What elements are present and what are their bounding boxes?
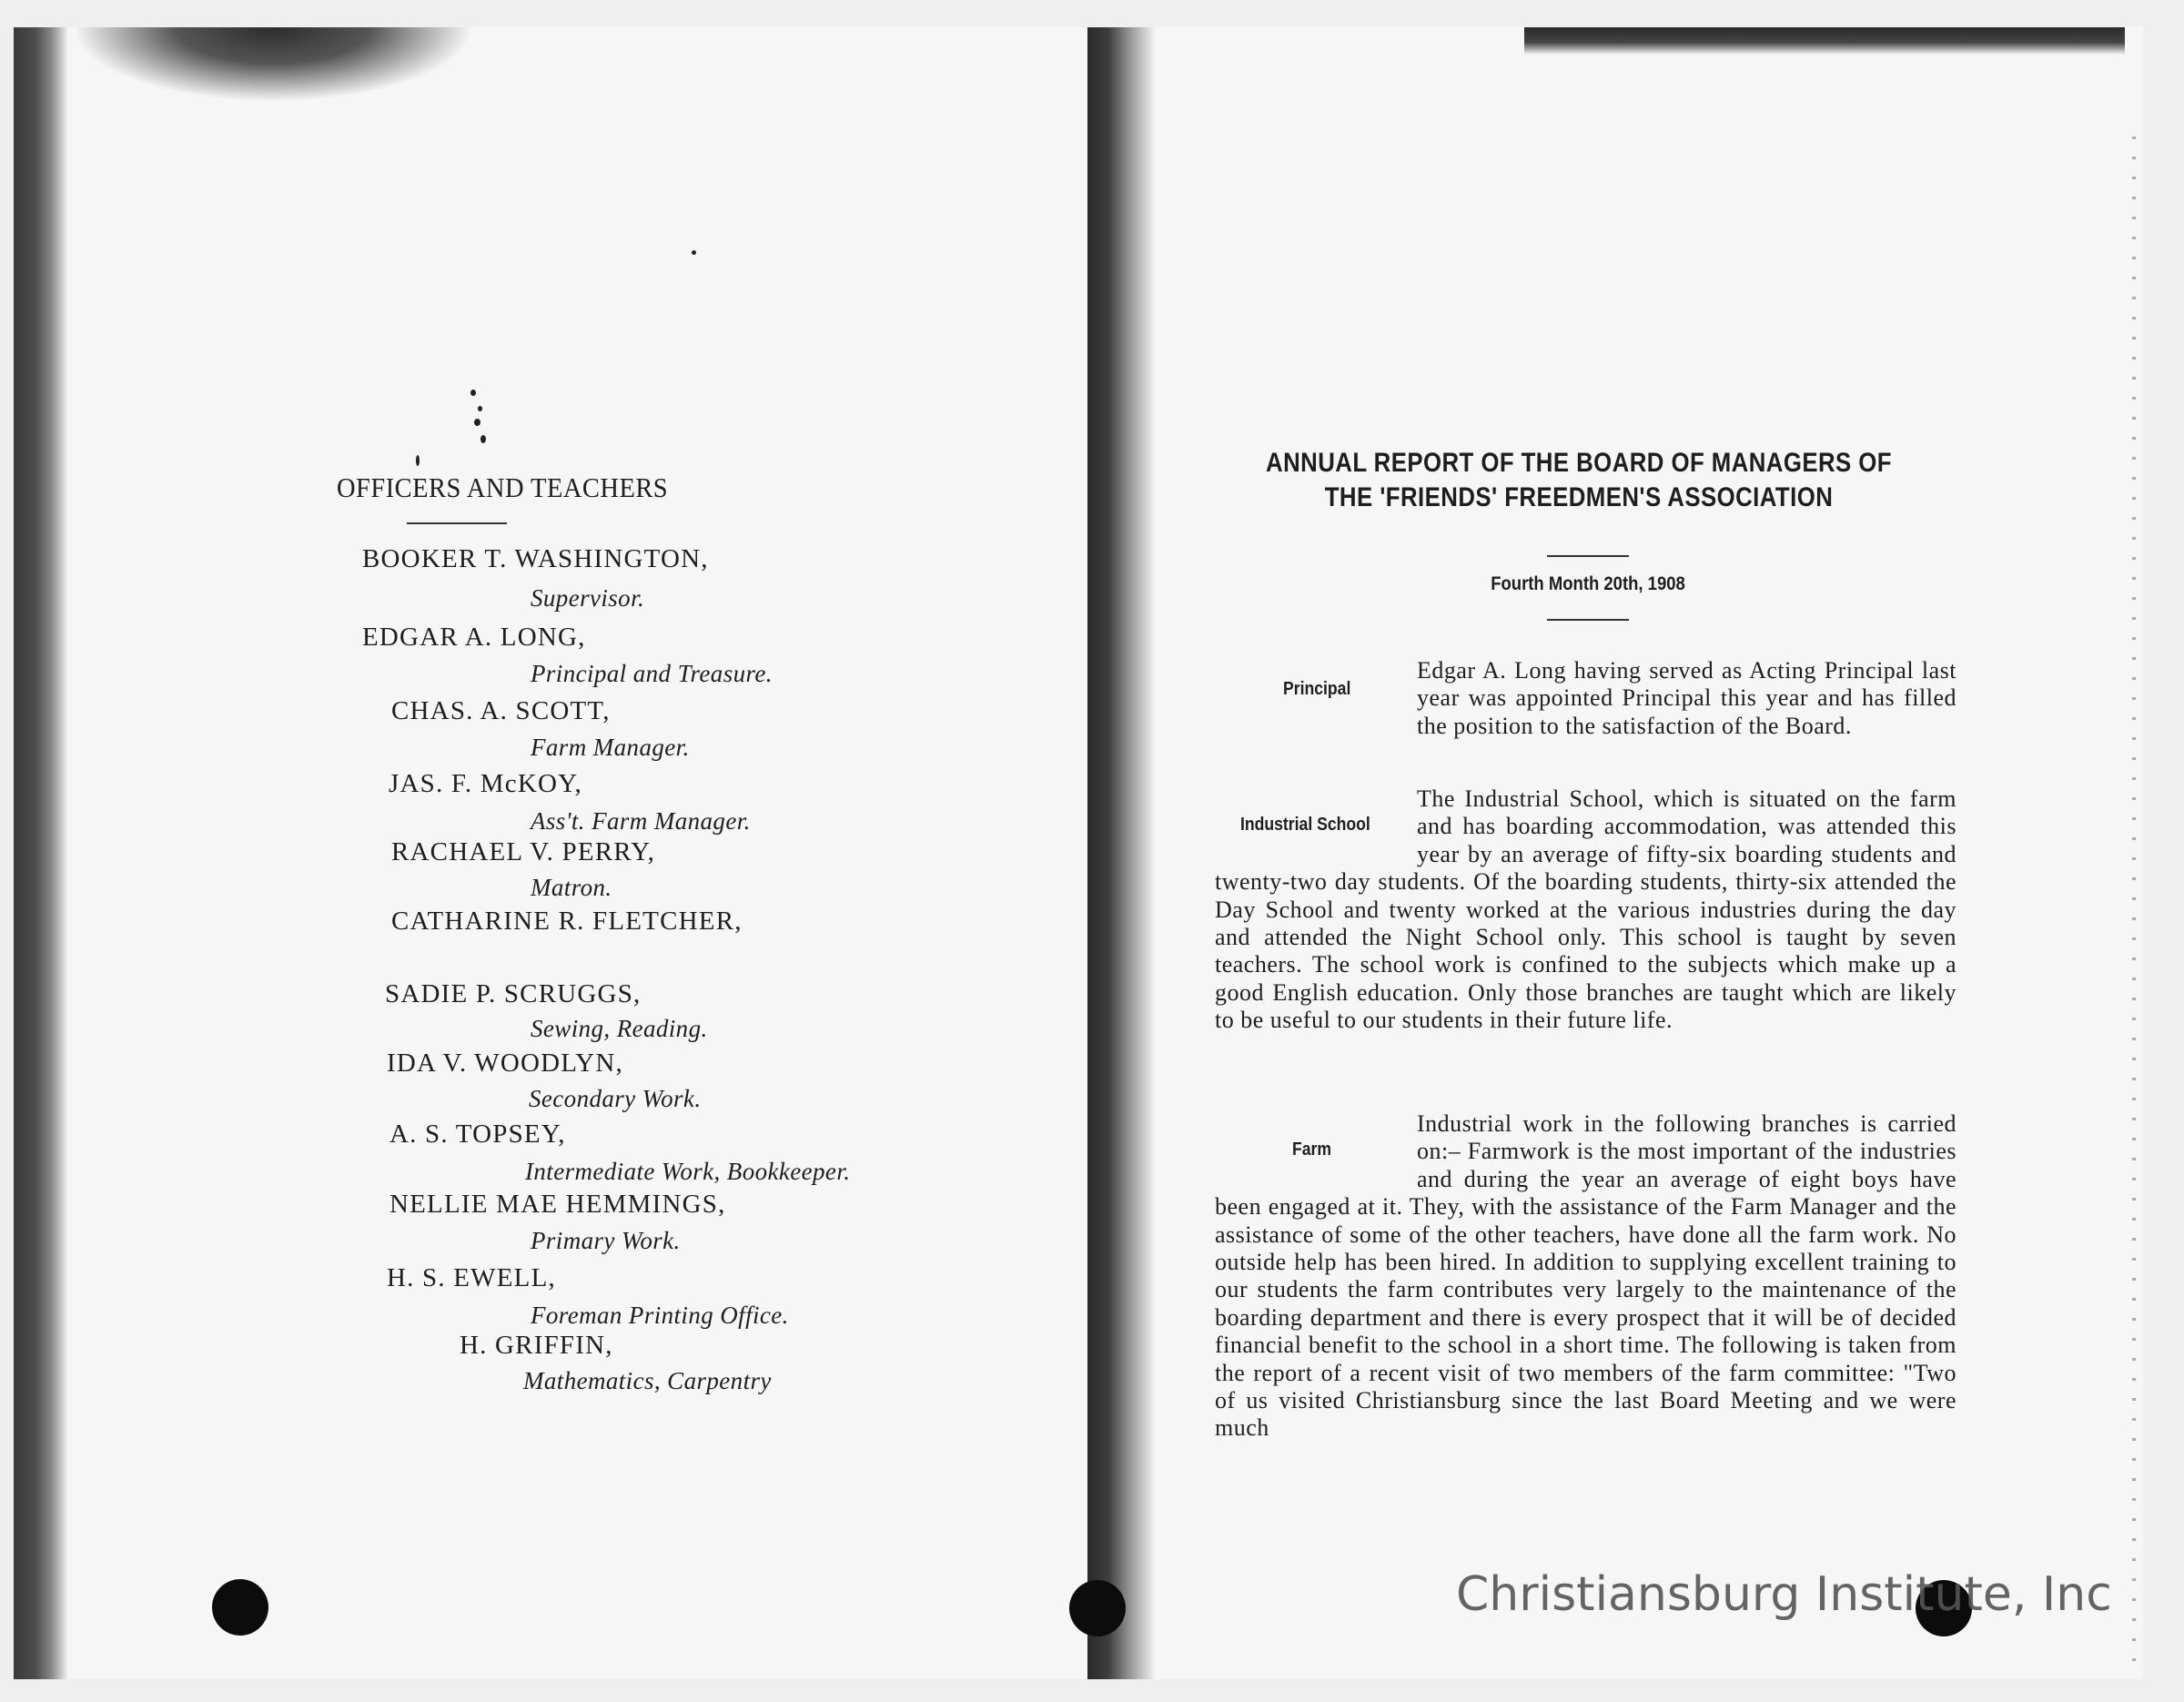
ink-speck [470, 390, 476, 396]
staff-role: Matron. [531, 874, 612, 901]
staff-name: H. S. EWELL, [387, 1263, 556, 1292]
scan-shadow [1524, 27, 2125, 55]
staff-name: H. GRIFFIN, [460, 1331, 613, 1360]
scan-shadow [77, 27, 469, 100]
staff-name: IDA V. WOODLYN, [387, 1049, 623, 1078]
title-rule [1547, 555, 1629, 557]
ink-speck [692, 250, 696, 255]
report-title: ANNUAL REPORT OF THE BOARD OF MANAGERS OF THE 'FRIENDS' FREEDMEN'S ASSOCIATION [1266, 448, 1892, 512]
staff-name: BOOKER T. WASHINGTON, [362, 544, 709, 573]
scan-edge-noise [2132, 137, 2136, 1666]
section-text-farm [1215, 1110, 1956, 1443]
staff-role: Secondary Work. [529, 1085, 702, 1112]
staff-name: A. S. TOPSEY, [389, 1119, 566, 1149]
section-label-principal: Principal [1283, 679, 1351, 699]
staff-role: Sewing, Reading. [531, 1015, 708, 1042]
binding-shadow [14, 27, 68, 1679]
staff-name: JAS. F. McKOY, [389, 769, 582, 798]
staff-name: EDGAR A. LONG, [362, 623, 586, 652]
paragraph-text: Industrial work in the following branches is carried on:– Farmwork is the most important of the industries and during the year an average of eight boys have been engaged at it. They, with the assistance of the Farm Manager and the assistance of some of the other teachers, have done all the farm work. No outside help has been hired. In addition to supplying excellent training to our students the farm contributes very largely to the maintenance of the boarding department and there is every prospect that it will be of decided financial benefit to the school in a short time. The following is taken from the report of a recent visit of two members of the farm committee: "Two of us visited Christiansburg since the last Board Meeting and we were much [1215, 1110, 1956, 1442]
staff-role: Ass't. Farm Manager. [531, 807, 751, 835]
section-text-principal [1215, 657, 1956, 740]
staff-role: Supervisor. [531, 584, 645, 612]
ink-speck [474, 419, 480, 426]
ink-speck [478, 406, 482, 411]
paragraph-text: Edgar A. Long having served as Acting Principal last year was appointed Principal this year and has filled the position to the satisfaction of the Board. [1417, 657, 1956, 739]
watermark-text: Christiansburg Institute, Inc [1456, 1567, 2112, 1622]
officers-heading: OFFICERS AND TEACHERS [337, 471, 669, 503]
report-date: Fourth Month 20th, 1908 [1491, 573, 1685, 594]
section-text-industrial-school [1215, 785, 1956, 1035]
staff-name: SADIE P. SCRUGGS, [385, 979, 642, 1008]
right-page [1087, 27, 2143, 1679]
staff-role: Intermediate Work, Bookkeeper. [525, 1158, 851, 1185]
ink-speck [416, 455, 420, 466]
staff-role: Principal and Treasure. [531, 660, 773, 687]
section-label-industrial-school: Industrial School [1240, 815, 1370, 835]
heading-rule [407, 522, 507, 524]
section-label-farm: Farm [1292, 1140, 1332, 1160]
staff-name: CATHARINE R. FLETCHER, [391, 907, 743, 936]
ink-speck [480, 435, 486, 443]
staff-role: Foreman Printing Office. [531, 1302, 789, 1329]
paragraph-text: The Industrial School, which is situated on the farm and has boarding accommodation, was attended this year by an average of fifty-six boarding students and twenty-two day students. Of the boarding students, thirty-six attended the Day School and twenty worked at the various industries during the day and attended the Night School only. This school is taught by seven teachers. The school work is confined to the subjects which make up a good English education. Only those branches are taught which are likely to be useful to our students in their future life. [1215, 785, 1956, 1034]
left-page [14, 27, 1119, 1679]
staff-name: NELLIE MAE HEMMINGS, [389, 1190, 726, 1219]
staff-name: RACHAEL V. PERRY, [391, 837, 656, 866]
binding-shadow [1087, 27, 1156, 1679]
staff-role: Primary Work. [531, 1227, 681, 1254]
punch-hole [1069, 1580, 1126, 1636]
staff-role: Farm Manager. [531, 734, 690, 761]
punch-hole [212, 1579, 268, 1636]
date-rule [1547, 619, 1629, 621]
staff-name: CHAS. A. SCOTT, [391, 696, 611, 725]
staff-role: Mathematics, Carpentry [523, 1367, 772, 1394]
